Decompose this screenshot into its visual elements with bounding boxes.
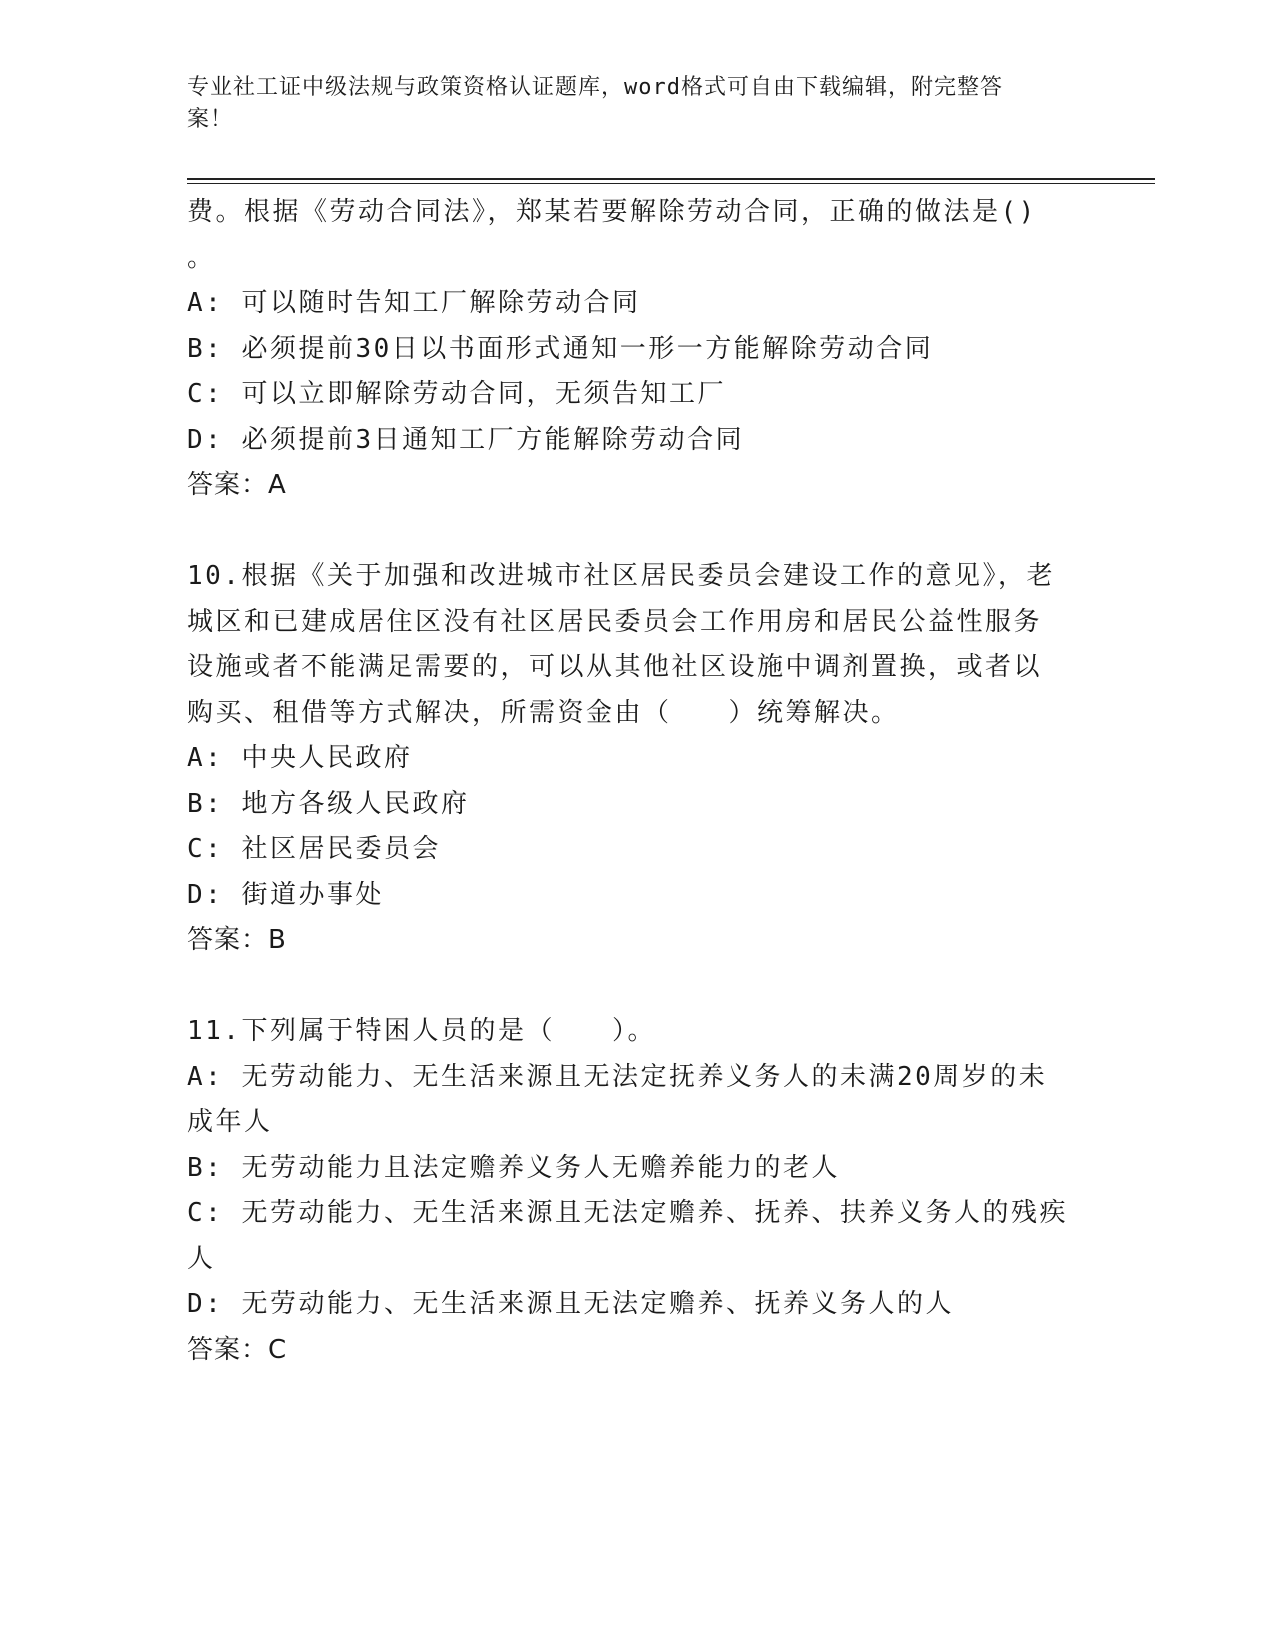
option-a-continued: 成年人 — [187, 1107, 273, 1137]
question-stem-line: 。 — [187, 242, 216, 273]
answer-line: 答案：B — [187, 925, 287, 955]
question-stem-line: 费。根据《劳动合同法》，郑某若要解除劳动合同，正确的做法是() — [187, 197, 1037, 227]
option-d: D: 必须提前3日通知工厂方能解除劳动合同 — [187, 424, 745, 455]
question-stem-line: 11.下列属于特困人员的是（ ）。 — [187, 1016, 656, 1046]
header-line-2: 案！ — [187, 107, 234, 132]
option-c-continued: 人 — [187, 1243, 216, 1274]
option-c: C: 无劳动能力、无生活来源且无法定赡养、抚养、扶养义务人的残疾 — [187, 1198, 1068, 1228]
option-c: C: 可以立即解除劳动合同，无须告知工厂 — [187, 379, 726, 409]
option-d: D: 无劳动能力、无生活来源且无法定赡养、抚养义务人的人 — [187, 1289, 954, 1319]
option-c: C: 社区居民委员会 — [187, 834, 441, 864]
question-9 — [187, 190, 1087, 509]
answer-line: 答案：A — [187, 470, 287, 500]
spacer — [187, 964, 1087, 1010]
option-b: B: 必须提前30日以书面形式通知一形一方能解除劳动合同 — [187, 333, 934, 364]
header-divider — [187, 178, 1155, 184]
question-stem-line: 10.根据《关于加强和改进城市社区居民委员会建设工作的意见》，老 — [187, 561, 1055, 591]
answer-line: 答案：C — [187, 1334, 288, 1365]
spacer — [187, 509, 1087, 555]
question-stem-line: 设施或者不能满足需要的，可以从其他社区设施中调剂置换，或者以 — [187, 652, 1043, 682]
document-header — [187, 72, 1067, 136]
header-line-1: 专业社工证中级法规与政策资格认证题库，word格式可自由下载编辑，附完整答 — [187, 75, 1003, 100]
question-11 — [187, 1009, 1087, 1373]
option-a: A: 可以随时告知工厂解除劳动合同 — [187, 288, 641, 318]
question-list — [187, 190, 1087, 1373]
question-10 — [187, 554, 1087, 964]
question-stem-line: 城区和已建成居住区没有社区居民委员会工作用房和居民公益性服务 — [187, 606, 1043, 637]
option-a: A: 中央人民政府 — [187, 743, 413, 773]
option-d: D: 街道办事处 — [187, 879, 384, 910]
option-b: B: 无劳动能力且法定赡养义务人无赡养能力的老人 — [187, 1152, 840, 1183]
question-stem-line: 购买、租借等方式解决，所需资金由（ ）统筹解决。 — [187, 697, 900, 728]
option-b: B: 地方各级人民政府 — [187, 788, 470, 819]
option-a: A: 无劳动能力、无生活来源且无法定抚养义务人的未满20周岁的未 — [187, 1061, 1048, 1092]
